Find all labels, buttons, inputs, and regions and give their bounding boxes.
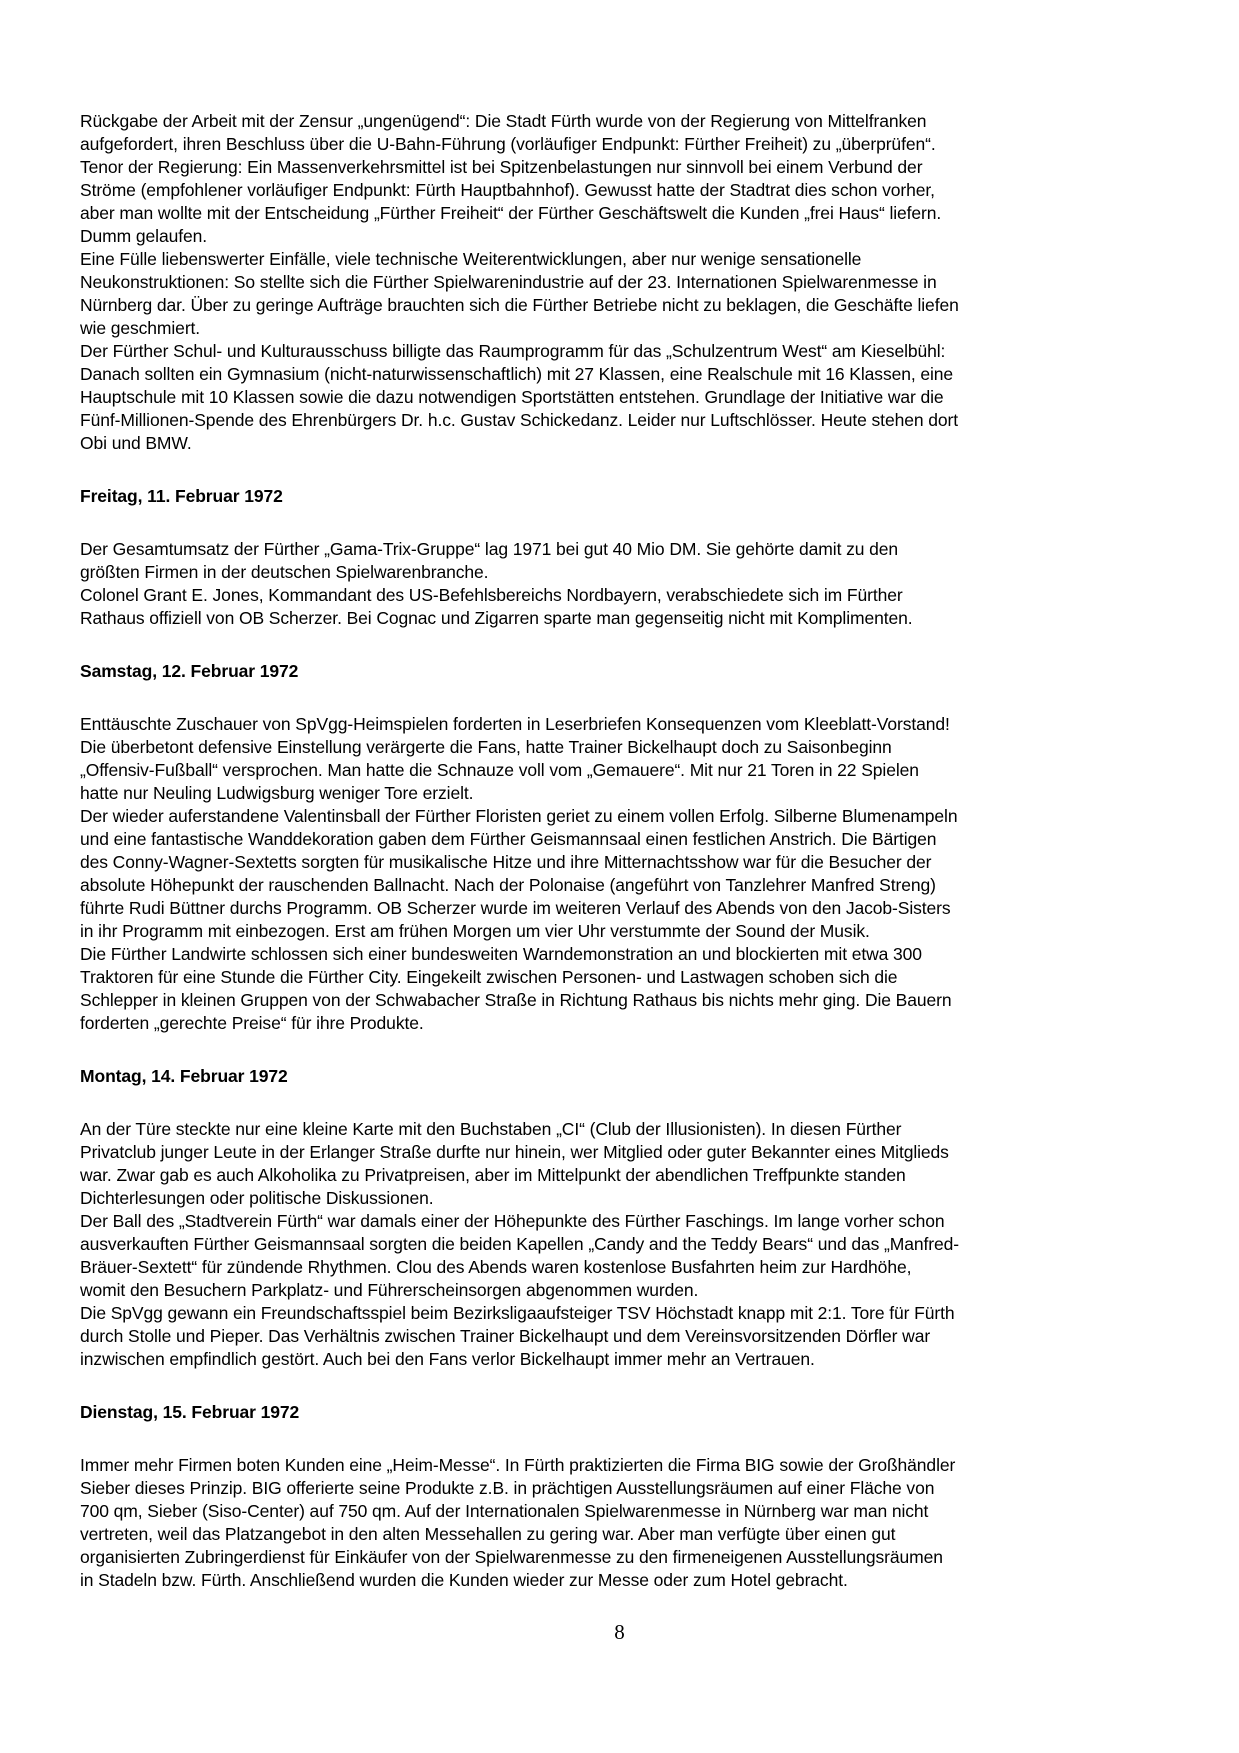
paragraph [80,110,1120,248]
text-line: Privatclub junger Leute in der Erlanger Straße durfte nur hinein, wer Mitglied oder guter Bekannter eines Mitglieds [80,1142,949,1162]
text-line: Eine Fülle liebenswerter Einfälle, viele technische Weiterentwicklungen, aber nur wenige sensationelle [80,249,862,269]
text-line: Hauptschule mit 10 Klassen sowie die dazu notwendigen Sportstätten entstehen. Grundlage der Initiative war die [80,387,944,407]
text-line: aber man wollte mit der Entscheidung „Fürther Freiheit“ der Fürther Geschäftswelt die Kunden „frei Haus“ liefern. [80,203,942,223]
text-line: führte Rudi Büttner durchs Programm. OB Scherzer wurde im weiteren Verlauf des Abends von den Jacob-Sisters [80,898,951,918]
text-line: war. Zwar gab es auch Alkoholika zu Privatpreisen, aber im Mittelpunkt der abendlichen Treffpunkte standen [80,1165,906,1185]
paragraph [80,248,1120,340]
text-line: Enttäuschte Zuschauer von SpVgg-Heimspielen forderten in Leserbriefen Konsequenzen vom Kleeblatt-Vorstand! [80,714,950,734]
text-line: Colonel Grant E. Jones, Kommandant des US-Befehlsbereichs Nordbayern, verabschiedete sich im Fürther [80,585,903,605]
text-line: ausverkauften Fürther Geismannsaal sorgten die beiden Kapellen „Candy and the Teddy Bears“ und das „Manfred- [80,1234,959,1254]
paragraph [80,584,1120,630]
text-line: hatte nur Neuling Ludwigsburg weniger Tore erzielt. [80,783,474,803]
paragraph [80,538,1120,584]
section-2 [80,660,1120,1035]
text-line: Die Fürther Landwirte schlossen sich einer bundesweiten Warndemonstration an und blockierten mit etwa 300 [80,944,922,964]
paragraph [80,805,1120,943]
date-heading: Dienstag, 15. Februar 1972 [80,1402,300,1422]
text-line: womit den Besuchern Parkplatz- und Führerscheinsorgen abgenommen wurden. [80,1280,699,1300]
paragraph [80,713,1120,805]
text-line: forderten „gerechte Preise“ für ihre Produkte. [80,1013,424,1033]
text-line: Die überbetont defensive Einstellung verärgerte die Fans, hatte Trainer Bickelhaupt doch zu Saisonbeginn [80,737,892,757]
text-line: Neukonstruktionen: So stellte sich die Fürther Spielwarenindustrie auf der 23. Internationen Spielwarenmesse in [80,272,937,292]
text-line: aufgefordert, ihren Beschluss über die U-Bahn-Führung (vorläufiger Endpunkt: Fürther Freiheit) zu „überprüfen“. [80,134,936,154]
text-line: Der Gesamtumsatz der Fürther „Gama-Trix-Gruppe“ lag 1971 bei gut 40 Mio DM. Sie gehörte damit zu den [80,539,899,559]
text-line: größten Firmen in der deutschen Spielwarenbranche. [80,562,489,582]
date-heading: Samstag, 12. Februar 1972 [80,661,299,681]
text-line: Obi und BMW. [80,433,192,453]
text-line: Der wieder auferstandene Valentinsball der Fürther Floristen geriet zu einem vollen Erfolg. Silberne Blumenampeln [80,806,958,826]
text-line: Rathaus offiziell von OB Scherzer. Bei Cognac und Zigarren sparte man gegenseitig nicht mit Komplimenten. [80,608,913,628]
paragraph [80,1302,1120,1371]
text-line: Nürnberg dar. Über zu geringe Aufträge brauchten sich die Fürther Betriebe nicht zu beklagen, die Geschäfte liefen [80,295,959,315]
text-line: Immer mehr Firmen boten Kunden eine „Heim-Messe“. In Fürth praktizierten die Firma BIG sowie der Großhändler [80,1455,956,1475]
paragraph [80,1454,1120,1592]
text-line: des Conny-Wagner-Sextetts sorgten für musikalische Hitze und ihre Mitternachtsshow war für die Besucher der [80,852,932,872]
text-line: Fünf-Millionen-Spende des Ehrenbürgers Dr. h.c. Gustav Schickedanz. Leider nur Luftschlösser. Heute stehen dort [80,410,958,430]
text-line: Tenor der Regierung: Ein Massenverkehrsmittel ist bei Spitzenbelastungen nur sinnvoll bei einem Verbund der [80,157,923,177]
text-line: Ströme (empfohlener vorläufiger Endpunkt: Fürth Hauptbahnhof). Gewusst hatte der Stadtrat dies schon vorher, [80,180,935,200]
paragraph [80,1210,1120,1302]
text-line: organisierten Zubringerdienst für Einkäufer von der Spielwarenmesse zu den firmeneigenen Ausstellungsräumen [80,1547,943,1567]
text-line: durch Stolle und Pieper. Das Verhältnis zwischen Trainer Bickelhaupt und dem Vereinsvorsitzenden Dörfler war [80,1326,931,1346]
text-line: 700 qm, Sieber (Siso-Center) auf 750 qm. Auf der Internationalen Spielwarenmesse in Nürnberg war man nicht [80,1501,929,1521]
text-line: Traktoren für eine Stunde die Fürther City. Eingekeilt zwischen Personen- und Lastwagen schoben sich die [80,967,898,987]
paragraph [80,340,1120,455]
date-heading: Freitag, 11. Februar 1972 [80,486,283,506]
text-line: vertreten, weil das Platzangebot in den alten Messehallen zu gering war. Aber man verfügte über einen gut [80,1524,896,1544]
text-line: „Offensiv-Fußball“ versprochen. Man hatte die Schnauze voll vom „Gemauere“. Mit nur 21 Toren in 22 Spielen [80,760,919,780]
text-line: Der Ball des „Stadtverein Fürth“ war damals einer der Höhepunkte des Fürther Faschings. Im lange vorher schon [80,1211,945,1231]
text-line: Danach sollten ein Gymnasium (nicht-naturwissenschaftlich) mit 27 Klassen, eine Realschule mit 16 Klassen, eine [80,364,954,384]
text-line: absolute Höhepunkt der rauschenden Ballnacht. Nach der Polonaise (angeführt von Tanzlehrer Manfred Streng) [80,875,936,895]
text-line: Sieber dieses Prinzip. BIG offerierte seine Produkte z.B. in prächtigen Ausstellungsräumen auf einer Fläche von [80,1478,935,1498]
text-line: Die SpVgg gewann ein Freundschaftsspiel beim Bezirksligaaufsteiger TSV Höchstadt knapp mit 2:1. Tore für Fürth [80,1303,955,1323]
document-body [80,110,1120,1592]
date-heading: Montag, 14. Februar 1972 [80,1066,288,1086]
text-line: inzwischen empfindlich gestört. Auch bei den Fans verlor Bickelhaupt immer mehr an Vertrauen. [80,1349,815,1369]
text-line: Schlepper in kleinen Gruppen von der Schwabacher Straße in Richtung Rathaus bis nichts mehr ging. Die Bauern [80,990,952,1010]
section-3 [80,1065,1120,1371]
text-line: Bräuer-Sextett“ für zündende Rhythmen. Clou des Abends waren kostenlose Busfahrten heim zur Hardhöhe, [80,1257,912,1277]
text-line: in ihr Programm mit einbezogen. Erst am frühen Morgen um vier Uhr verstummte der Sound der Musik. [80,921,870,941]
text-line: in Stadeln bzw. Fürth. Anschließend wurden die Kunden wieder zur Messe oder zum Hotel gebracht. [80,1570,848,1590]
text-line: Rückgabe der Arbeit mit der Zensur „ungenügend“: Die Stadt Fürth wurde von der Regierung von Mittelfranken [80,111,927,131]
text-line: wie geschmiert. [80,318,201,338]
paragraph [80,1118,1120,1210]
section-0 [80,110,1120,455]
text-line: Der Fürther Schul- und Kulturausschuss billigte das Raumprogramm für das „Schulzentrum West“ am Kieselbühl: [80,341,946,361]
page-number: 8 [614,1620,625,1644]
text-line: und eine fantastische Wanddekoration gaben dem Fürther Geismannsaal einen festlichen Anstrich. Die Bärtigen [80,829,937,849]
text-line: Dumm gelaufen. [80,226,207,246]
text-line: An der Türe steckte nur eine kleine Karte mit den Buchstaben „CI“ (Club der Illusionisten). In diesen Fürther [80,1119,902,1139]
paragraph [80,943,1120,1035]
text-line: Dichterlesungen oder politische Diskussionen. [80,1188,434,1208]
section-4 [80,1401,1120,1592]
section-1 [80,485,1120,630]
